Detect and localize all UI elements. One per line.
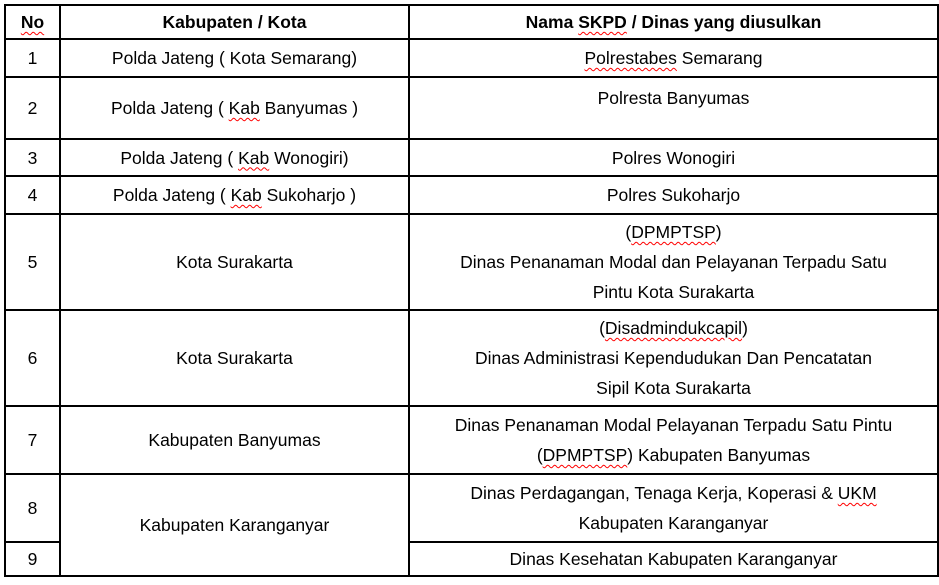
cell-no: 4	[5, 176, 60, 214]
skpd-proposal-table	[4, 4, 939, 577]
kabupaten-part: Polda Jateng (	[110, 98, 229, 118]
header-skpd-suffix: / Dinas yang diusulkan	[626, 12, 822, 32]
cell-skpd	[409, 406, 938, 474]
skpd-line-3: Sipil Kota Surakarta	[596, 378, 751, 398]
skpd-line-2: Dinas Penanaman Modal dan Pelayanan Terpadu Satu	[460, 252, 887, 272]
cell-kabupaten: Polda Jateng ( Kota Semarang)	[60, 39, 409, 77]
kabupaten-part: Polda Jateng (	[112, 185, 231, 205]
skpd-line-1	[414, 313, 933, 343]
kabupaten-part: Kab	[228, 98, 260, 118]
cell-no: 6	[5, 310, 60, 406]
kabupaten-part: Sukoharjo )	[261, 185, 357, 205]
skpd-line-1	[414, 217, 933, 247]
table-header-row	[5, 5, 938, 39]
skpd-line-2: Dinas Administrasi Kependudukan Dan Pencatatan	[475, 348, 872, 368]
cell-skpd: Polresta Banyumas	[409, 77, 938, 139]
cell-skpd	[409, 474, 938, 542]
header-skpd-word: SKPD	[578, 12, 627, 32]
table-row	[5, 77, 938, 139]
skpd-part: ) Kabupaten Banyumas	[627, 445, 811, 465]
cell-kabupaten: Kabupaten Karanganyar	[60, 474, 409, 576]
skpd-line-1	[414, 478, 933, 508]
cell-kabupaten	[60, 77, 409, 139]
skpd-part: (	[625, 222, 632, 242]
table-row	[5, 310, 938, 406]
table-row	[5, 39, 938, 77]
skpd-abbrev: Disadmindukcapil	[604, 318, 743, 338]
header-skpd	[409, 5, 938, 39]
cell-skpd: Polres Sukoharjo	[409, 176, 938, 214]
skpd-part: Dinas Perdagangan, Tenaga Kerja, Koperasi &	[470, 483, 838, 503]
skpd-abbrev: UKM	[837, 483, 877, 503]
table-row	[5, 214, 938, 310]
cell-no: 5	[5, 214, 60, 310]
cell-skpd: Polres Wonogiri	[409, 139, 938, 176]
skpd-line-2	[414, 440, 933, 470]
skpd-part: (	[599, 318, 605, 338]
header-no-text: No	[20, 12, 45, 32]
cell-kabupaten	[60, 176, 409, 214]
skpd-part: Polrestabes	[584, 48, 677, 68]
cell-skpd	[409, 310, 938, 406]
cell-no: 9	[5, 542, 60, 576]
kabupaten-part: Wonogiri)	[269, 147, 349, 168]
cell-skpd	[409, 39, 938, 77]
table-row	[5, 176, 938, 214]
table-row	[5, 139, 938, 176]
skpd-part: )	[715, 222, 722, 242]
table-row	[5, 406, 938, 474]
cell-kabupaten: Kabupaten Banyumas	[60, 406, 409, 474]
skpd-part: )	[742, 318, 748, 338]
cell-no: 1	[5, 39, 60, 77]
cell-skpd	[409, 214, 938, 310]
skpd-abbrev: DPMPTSP	[631, 222, 716, 242]
table-row	[5, 474, 938, 542]
skpd-line-1: Dinas Penanaman Modal Pelayanan Terpadu Satu Pintu	[454, 415, 893, 435]
cell-kabupaten: Kota Surakarta	[60, 214, 409, 310]
skpd-part: (	[536, 445, 543, 465]
kabupaten-text	[110, 93, 360, 123]
cell-no: 8	[5, 474, 60, 542]
cell-skpd: Dinas Kesehatan Kabupaten Karanganyar	[409, 542, 938, 576]
cell-no: 7	[5, 406, 60, 474]
cell-kabupaten	[60, 139, 409, 176]
header-no	[5, 5, 60, 39]
skpd-part: Semarang	[676, 48, 763, 68]
skpd-line-2: Kabupaten Karanganyar	[578, 513, 769, 533]
kabupaten-part: Kab	[238, 147, 270, 168]
cell-no: 3	[5, 139, 60, 176]
header-skpd-prefix: Nama	[525, 12, 579, 32]
kabupaten-part: Banyumas )	[259, 98, 359, 118]
skpd-line-3: Pintu Kota Surakarta	[592, 282, 755, 302]
kabupaten-part: Polda Jateng (	[120, 147, 239, 168]
cell-no: 2	[5, 77, 60, 139]
skpd-abbrev: DPMPTSP	[542, 445, 628, 465]
kabupaten-part: Kab	[230, 185, 262, 205]
header-kabupaten: Kabupaten / Kota	[60, 5, 409, 39]
cell-kabupaten: Kota Surakarta	[60, 310, 409, 406]
